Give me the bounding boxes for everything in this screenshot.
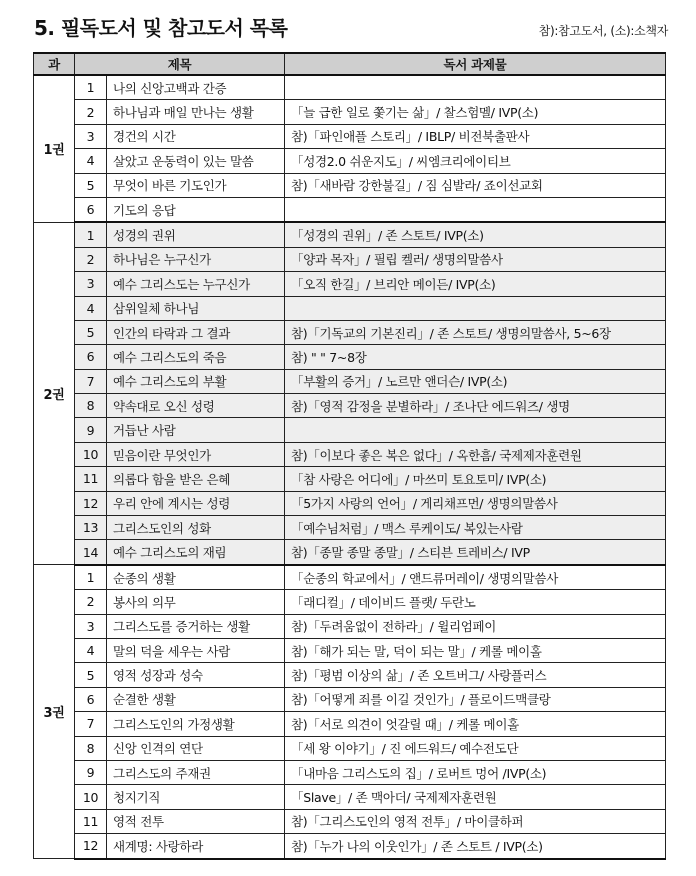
table-row bbox=[34, 638, 666, 662]
lesson-topic: 나의 신앙고백과 간증 bbox=[107, 75, 285, 100]
book-assignment bbox=[285, 418, 666, 442]
book-assignment: 참)「해가 되는 말, 덕이 되는 말」/ 케롤 메이홀 bbox=[285, 638, 666, 662]
book-assignment: 「순종의 학교에서」/ 앤드류머레이/ 생명의말씀사 bbox=[285, 565, 666, 590]
book-assignment: 참)「이보다 좋은 복은 없다」/ 옥한흠/ 국제제자훈련원 bbox=[285, 442, 666, 466]
lesson-topic: 청지기직 bbox=[107, 785, 285, 809]
lesson-topic: 예수 그리스도는 누구신가 bbox=[107, 272, 285, 296]
volume-label: 1권 bbox=[34, 75, 75, 222]
lesson-topic: 기도의 응답 bbox=[107, 197, 285, 222]
table-row bbox=[34, 149, 666, 173]
table-row bbox=[34, 272, 666, 296]
table-row bbox=[34, 540, 666, 565]
book-assignment: 참)「기독교의 기본진리」/ 존 스토트/ 생명의말씀사, 5~6장 bbox=[285, 320, 666, 344]
lesson-topic: 약속대로 오신 성령 bbox=[107, 394, 285, 418]
lesson-topic: 살았고 운동력이 있는 말씀 bbox=[107, 149, 285, 173]
table-row bbox=[34, 736, 666, 760]
table-row bbox=[34, 467, 666, 491]
lesson-topic: 예수 그리스도의 부활 bbox=[107, 369, 285, 393]
lesson-topic: 인간의 타락과 그 결과 bbox=[107, 320, 285, 344]
book-assignment: 「참 사랑은 어디에」/ 마쓰미 토요토미/ IVP(소) bbox=[285, 467, 666, 491]
lesson-number: 1 bbox=[75, 565, 107, 590]
table-row bbox=[34, 687, 666, 711]
table-row bbox=[34, 222, 666, 247]
book-assignment: 「양과 목자」/ 필립 켈러/ 생명의말씀사 bbox=[285, 247, 666, 271]
lesson-topic: 거듭난 사람 bbox=[107, 418, 285, 442]
table-row bbox=[34, 418, 666, 442]
lesson-topic: 신앙 인격의 연단 bbox=[107, 736, 285, 760]
book-assignment: 참)「누가 나의 이웃인가」/ 존 스토트 / IVP(소) bbox=[285, 834, 666, 859]
table-row bbox=[34, 442, 666, 466]
lesson-number: 4 bbox=[75, 149, 107, 173]
book-assignment: 「내마음 그리스도의 집」/ 로버트 멍어 /IVP(소) bbox=[285, 760, 666, 784]
lesson-number: 1 bbox=[75, 75, 107, 100]
lesson-topic: 순종의 생활 bbox=[107, 565, 285, 590]
table-row bbox=[34, 345, 666, 369]
lesson-topic: 믿음이란 무엇인가 bbox=[107, 442, 285, 466]
lesson-number: 2 bbox=[75, 590, 107, 614]
lesson-number: 5 bbox=[75, 320, 107, 344]
table-row bbox=[34, 320, 666, 344]
book-assignment: 참)「영적 감정을 분별하라」/ 조나단 에드워즈/ 생명 bbox=[285, 394, 666, 418]
page-title: 5. 필독도서 및 참고도서 목록 bbox=[34, 16, 288, 40]
book-assignment: 「예수님처럼」/ 맥스 루케이도/ 복있는사람 bbox=[285, 516, 666, 540]
lesson-topic: 무엇이 바른 기도인가 bbox=[107, 173, 285, 197]
lesson-number: 6 bbox=[75, 345, 107, 369]
table-row bbox=[34, 197, 666, 222]
lesson-number: 7 bbox=[75, 369, 107, 393]
table-row bbox=[34, 785, 666, 809]
reading-list-table bbox=[33, 52, 666, 860]
book-assignment: 「성경의 권위」/ 존 스토트/ IVP(소) bbox=[285, 222, 666, 247]
book-assignment bbox=[285, 296, 666, 320]
lesson-number: 4 bbox=[75, 296, 107, 320]
lesson-number: 8 bbox=[75, 736, 107, 760]
book-assignment bbox=[285, 197, 666, 222]
header-topic: 제목 bbox=[75, 53, 285, 75]
lesson-number: 14 bbox=[75, 540, 107, 565]
table-row bbox=[34, 760, 666, 784]
lesson-topic: 그리스도의 주재권 bbox=[107, 760, 285, 784]
lesson-number: 10 bbox=[75, 785, 107, 809]
table-row bbox=[34, 173, 666, 197]
book-assignment: 「늘 급한 일로 쫓기는 삶」/ 찰스험멜/ IVP(소) bbox=[285, 100, 666, 124]
book-assignment: 참)「서로 의견이 엇갈릴 때」/ 케롤 메이홀 bbox=[285, 712, 666, 736]
lesson-number: 5 bbox=[75, 173, 107, 197]
lesson-number: 6 bbox=[75, 197, 107, 222]
table-row bbox=[34, 834, 666, 859]
book-assignment: 「부활의 증거」/ 노르만 앤더슨/ IVP(소) bbox=[285, 369, 666, 393]
table-row bbox=[34, 516, 666, 540]
lesson-topic: 경건의 시간 bbox=[107, 124, 285, 148]
lesson-topic: 의롭다 함을 받은 은혜 bbox=[107, 467, 285, 491]
lesson-topic: 영적 성장과 성숙 bbox=[107, 663, 285, 687]
lesson-topic: 하나님은 누구신가 bbox=[107, 247, 285, 271]
lesson-number: 1 bbox=[75, 222, 107, 247]
table-row bbox=[34, 296, 666, 320]
lesson-number: 11 bbox=[75, 467, 107, 491]
book-assignment: 「Slave」/ 존 맥아더/ 국제제자훈련원 bbox=[285, 785, 666, 809]
table-row bbox=[34, 565, 666, 590]
header-volume: 과 bbox=[34, 53, 75, 75]
lesson-number: 11 bbox=[75, 809, 107, 833]
lesson-number: 2 bbox=[75, 100, 107, 124]
lesson-number: 12 bbox=[75, 834, 107, 859]
table-row bbox=[34, 491, 666, 515]
lesson-topic: 우리 안에 계시는 성령 bbox=[107, 491, 285, 515]
book-assignment: 참) " " 7~8장 bbox=[285, 345, 666, 369]
book-assignment: 참)「종말 종말 종말」/ 스티븐 트레비스/ IVP bbox=[285, 540, 666, 565]
table-row bbox=[34, 75, 666, 100]
lesson-number: 3 bbox=[75, 272, 107, 296]
lesson-topic: 하나님과 매일 만나는 생활 bbox=[107, 100, 285, 124]
lesson-number: 2 bbox=[75, 247, 107, 271]
lesson-number: 8 bbox=[75, 394, 107, 418]
lesson-topic: 새계명: 사랑하라 bbox=[107, 834, 285, 859]
lesson-number: 9 bbox=[75, 760, 107, 784]
lesson-number: 12 bbox=[75, 491, 107, 515]
book-assignment: 「래디컬」/ 데이비드 플랫/ 두란노 bbox=[285, 590, 666, 614]
lesson-number: 3 bbox=[75, 614, 107, 638]
lesson-topic: 삼위일체 하나님 bbox=[107, 296, 285, 320]
lesson-topic: 봉사의 의무 bbox=[107, 590, 285, 614]
header-book: 독서 과제물 bbox=[285, 53, 666, 75]
table-row bbox=[34, 712, 666, 736]
lesson-number: 5 bbox=[75, 663, 107, 687]
table-body bbox=[34, 75, 666, 859]
book-assignment: 참)「두려움없이 전하라」/ 윌리엄페이 bbox=[285, 614, 666, 638]
lesson-topic: 영적 전투 bbox=[107, 809, 285, 833]
legend: 참):참고도서, (소):소책자 bbox=[538, 24, 668, 38]
table-row bbox=[34, 369, 666, 393]
lesson-number: 10 bbox=[75, 442, 107, 466]
book-assignment: 참)「파인애플 스토리」/ IBLP/ 비전북출판사 bbox=[285, 124, 666, 148]
lesson-number: 13 bbox=[75, 516, 107, 540]
lesson-number: 6 bbox=[75, 687, 107, 711]
lesson-topic: 순결한 생활 bbox=[107, 687, 285, 711]
lesson-number: 3 bbox=[75, 124, 107, 148]
table-row bbox=[34, 394, 666, 418]
table-header-row bbox=[34, 53, 666, 75]
lesson-topic: 성경의 권위 bbox=[107, 222, 285, 247]
book-assignment: 참)「어떻게 죄를 이길 것인가」/ 플로이드맥클랑 bbox=[285, 687, 666, 711]
lesson-number: 7 bbox=[75, 712, 107, 736]
lesson-number: 4 bbox=[75, 638, 107, 662]
volume-label: 3권 bbox=[34, 565, 75, 859]
lesson-topic: 예수 그리스도의 재림 bbox=[107, 540, 285, 565]
table-row bbox=[34, 663, 666, 687]
book-assignment: 「성경2.0 쉬운지도」/ 씨엠크리에이티브 bbox=[285, 149, 666, 173]
table-row bbox=[34, 809, 666, 833]
table-row bbox=[34, 614, 666, 638]
lesson-topic: 그리스도인의 가정생활 bbox=[107, 712, 285, 736]
book-assignment: 「5가지 사랑의 언어」/ 게리채프먼/ 생명의말씀사 bbox=[285, 491, 666, 515]
table-row bbox=[34, 247, 666, 271]
book-assignment: 참)「새바람 강한불길」/ 짐 심발라/ 죠이선교회 bbox=[285, 173, 666, 197]
table-row bbox=[34, 100, 666, 124]
book-assignment: 참)「그리스도인의 영적 전투」/ 마이클하퍼 bbox=[285, 809, 666, 833]
table-row bbox=[34, 124, 666, 148]
volume-label: 2권 bbox=[34, 222, 75, 564]
lesson-topic: 그리스도인의 성화 bbox=[107, 516, 285, 540]
book-assignment bbox=[285, 75, 666, 100]
table-row bbox=[34, 590, 666, 614]
book-assignment: 참)「평범 이상의 삶」/ 존 오트버그/ 사랑플러스 bbox=[285, 663, 666, 687]
lesson-number: 9 bbox=[75, 418, 107, 442]
book-assignment: 「오직 한길」/ 브리안 메이든/ IVP(소) bbox=[285, 272, 666, 296]
book-assignment: 「세 왕 이야기」/ 진 에드워드/ 예수전도단 bbox=[285, 736, 666, 760]
lesson-topic: 예수 그리스도의 죽음 bbox=[107, 345, 285, 369]
lesson-topic: 그리스도를 증거하는 생활 bbox=[107, 614, 285, 638]
lesson-topic: 말의 덕을 세우는 사람 bbox=[107, 638, 285, 662]
